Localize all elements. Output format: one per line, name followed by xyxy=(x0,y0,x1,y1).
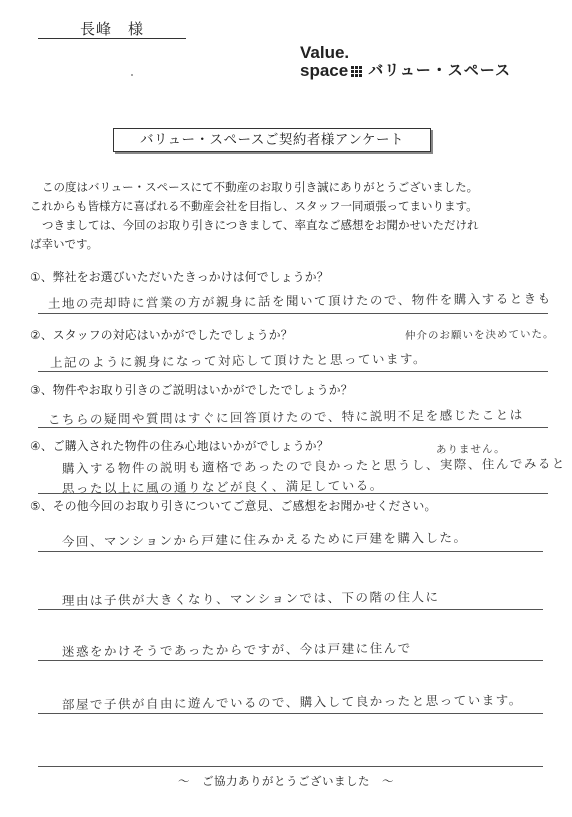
logo-space-text: space xyxy=(300,61,349,80)
answer-5-line-4: 部屋で子供が自由に遊んでいるので、購入して良かったと思っています。 xyxy=(61,692,523,712)
question-5: ⑤、その他今回のお取り引きについてご意見、ご感想をお聞かせください。 xyxy=(30,499,437,513)
answer-5-line-2: 理由は子供が大きくなり、マンションでは、下の階の住人に xyxy=(61,589,440,608)
company-logo xyxy=(300,44,511,80)
logo-value-text: Value. xyxy=(300,43,350,62)
answer-rule xyxy=(38,660,543,661)
speck xyxy=(131,74,133,76)
question-3: ③、物件やお取り引きのご説明はいかがでしたでしょうか？ xyxy=(30,383,353,397)
logo-japanese-text: バリュー・スペース xyxy=(368,62,512,79)
recipient-name: 長峰 様 xyxy=(79,20,144,38)
answer-rule xyxy=(38,371,548,372)
logo-dots-icon xyxy=(351,66,362,77)
answer-4-line-2: 思った以上に風の通りなどが良く、満足している。 xyxy=(61,477,384,496)
answer-2-line-1: 上記のように親身になって対応して頂けたと思っています。 xyxy=(49,351,428,370)
answer-rule xyxy=(38,493,548,494)
question-2: ②、スタッフの対応はいかがでしたでしょうか？ xyxy=(30,328,293,342)
answer-rule xyxy=(38,609,543,610)
answer-rule xyxy=(38,713,543,714)
survey-title: バリュー・スペースご契約者様アンケート xyxy=(113,128,431,152)
question-1: ①、弊社をお選びいただいたきっかけは何でしょうか？ xyxy=(30,270,329,284)
intro-line: つきましては、今回のお取り引きにつきまして、率直なご感想をお聞かせいただけれ xyxy=(42,218,479,232)
intro-paragraph xyxy=(30,178,550,254)
answer-rule xyxy=(38,427,548,428)
answer-rule xyxy=(38,551,543,552)
answer-rule xyxy=(38,313,548,314)
answer-5-line-3: 迷惑をかけそうであったからですが、今は戸建に住んで xyxy=(61,640,412,659)
answer-3-note: ありません。 xyxy=(435,443,506,456)
question-4: ④、ご購入された物件の住み心地はいかがでしょうか？ xyxy=(30,439,329,453)
answer-4-line-1: 購入する物件の説明も適格であったので良かったと思うし、実際、住んでみると xyxy=(61,455,566,476)
answer-1-line-1: 土地の売却時に営業の方が親身に話を聞いて頂けたので、物件を購入するときも xyxy=(47,290,552,311)
answer-rule xyxy=(38,766,543,767)
intro-line: この度はバリュー・スペースにて不動産のお取り引き誠にありがとうございました。 xyxy=(42,180,479,194)
recipient-underline xyxy=(38,38,186,39)
logo-space-row xyxy=(300,62,511,80)
footer-thanks: ～ ご協力ありがとうございました ～ xyxy=(178,774,394,788)
intro-line: ば幸いです。 xyxy=(30,237,99,251)
answer-5-line-1: 今回、マンションから戸建に住みかえるために戸建を購入した。 xyxy=(61,529,468,549)
intro-line: これからも皆様方に喜ばれる不動産会社を目指し、スタッフ一同頑張ってまいります。 xyxy=(30,199,478,213)
answer-1-note: 仲介のお願いを決めていた。 xyxy=(404,328,555,342)
answer-3-line-1: こちらの疑問や質問はすぐに回答頂けたので、特に説明不足を感じたことは xyxy=(47,407,524,427)
